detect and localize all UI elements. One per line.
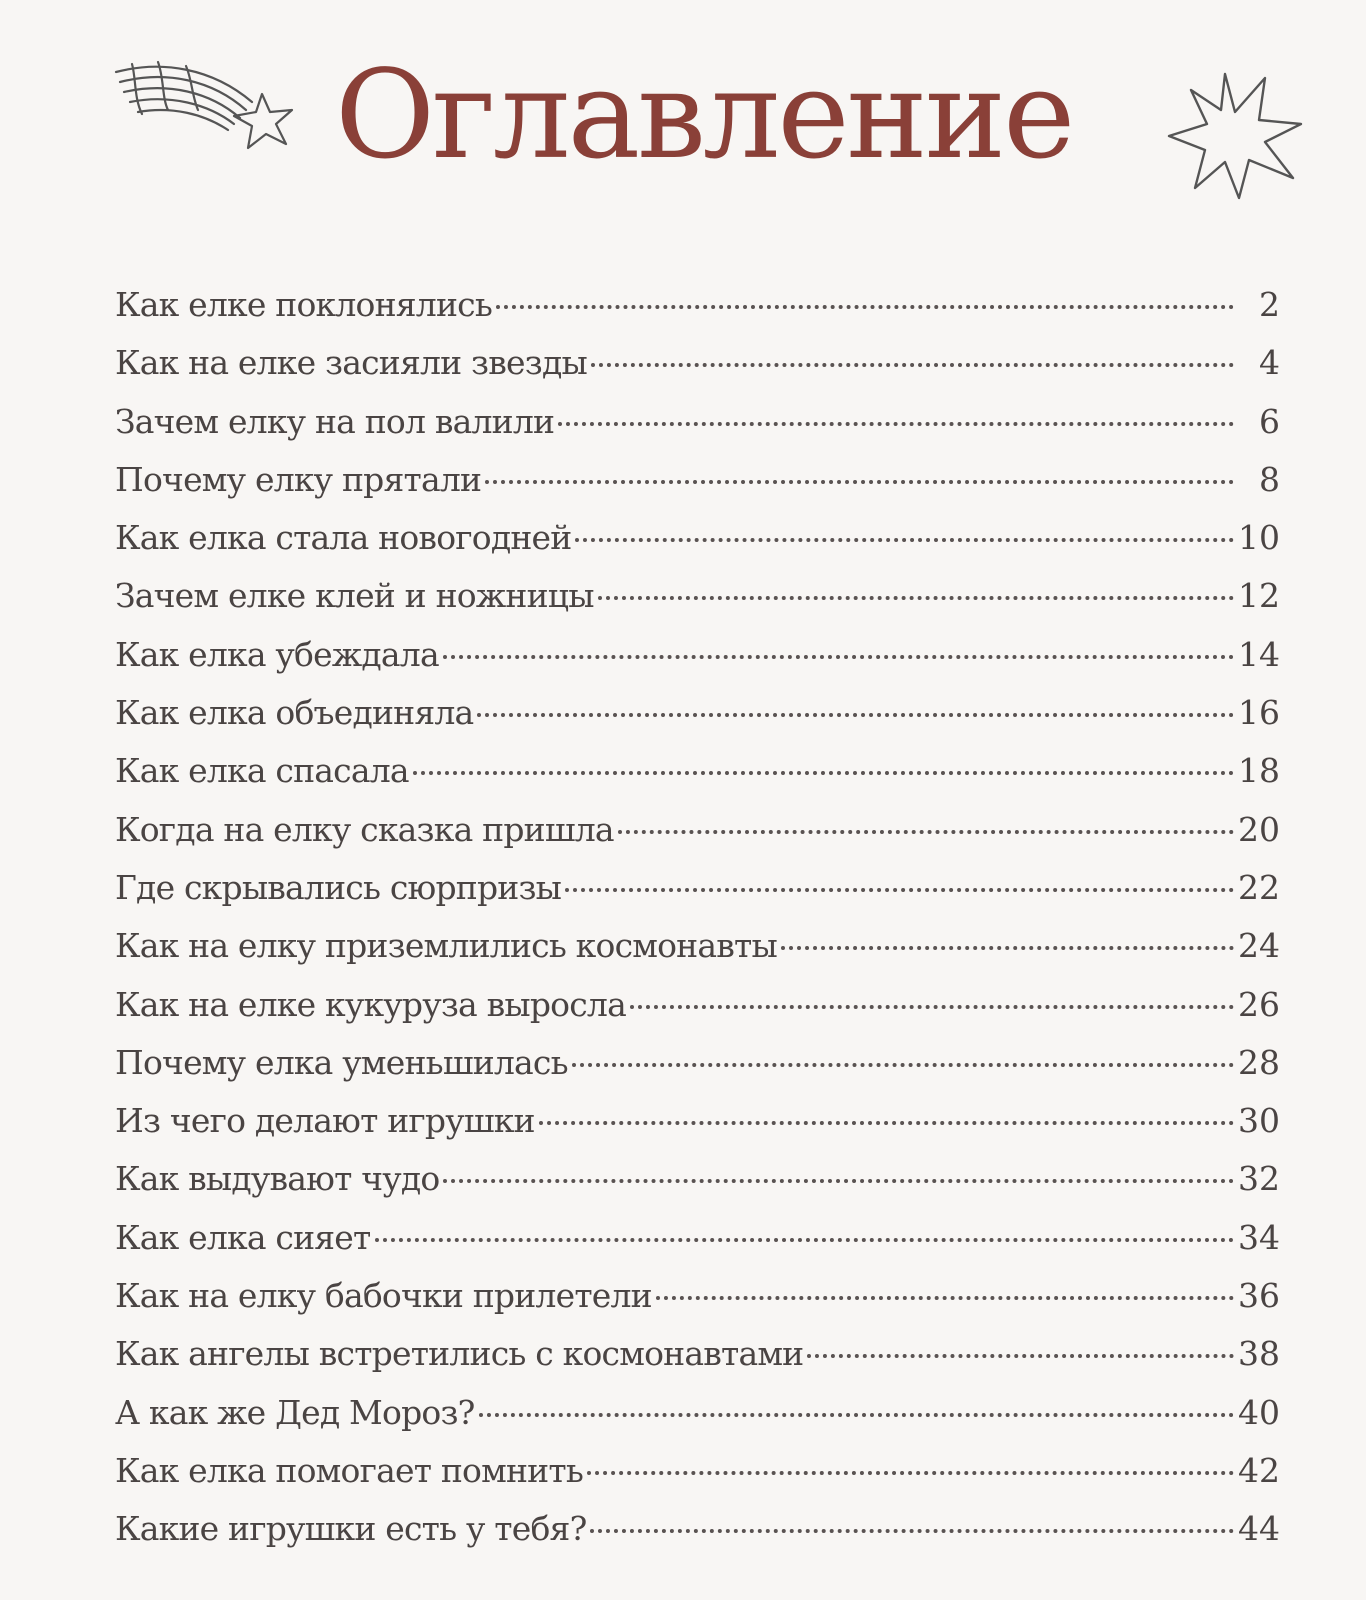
toc-entry [115,567,1280,625]
toc-entry [115,742,1280,800]
header [0,0,1366,230]
toc-entry [115,976,1280,1034]
dot-leader [375,1238,1235,1242]
dot-leader [413,771,1234,775]
dot-leader [558,422,1234,426]
dot-leader [485,480,1234,484]
toc-entry-title: Как елка убеждала [115,634,439,674]
toc-entry [115,917,1280,975]
toc-entry [115,626,1280,684]
dot-leader [807,1354,1234,1358]
toc-entry [115,1034,1280,1092]
toc-entry-page-number: 10 [1238,518,1280,558]
dot-leader [598,596,1234,600]
dot-leader [590,1529,1234,1533]
toc-entry-title: Из чего делают игрушки [115,1101,535,1141]
toc-entry [115,1267,1280,1325]
dot-leader [630,1005,1234,1009]
dot-leader [575,538,1234,542]
toc-entry-page-number: 34 [1238,1217,1280,1257]
dot-leader [572,1063,1234,1067]
toc-entry-title: Как елке поклонялись [115,285,493,324]
toc-entry [115,1384,1280,1442]
dot-leader [565,888,1234,892]
toc-entry [115,801,1280,859]
toc-entry [115,1500,1280,1558]
toc-entry [115,1325,1280,1383]
toc-entry-title: Как ангелы встретились с космонавтами [115,1334,804,1374]
toc-entry [115,1092,1280,1150]
dot-leader [496,305,1234,309]
toc-entry-title: Как елка сияет [115,1217,371,1257]
toc-entry-title: Как выдувают чудо [115,1159,440,1199]
toc-entry-title: А как же Дед Мороз? [115,1392,475,1432]
toc-entry-title: Зачем елке клей и ножницы [115,576,594,616]
toc-entry-page-number: 6 [1259,401,1280,441]
toc-entry-title: Как на елку приземлились космонавты [115,926,777,966]
toc-entry-title: Как на елке засияли звезды [115,343,587,383]
toc-entry-page-number: 2 [1259,285,1280,324]
toc-entry-page-number: 44 [1238,1509,1280,1549]
toc-entry-page-number: 24 [1238,926,1280,966]
toc-entry-page-number: 8 [1259,459,1280,499]
toc-entry-page-number: 4 [1259,343,1280,383]
toc-entry-title: Почему елку прятали [115,459,482,499]
toc-entry [115,276,1280,334]
toc-entry-page-number: 18 [1238,751,1280,791]
toc-entry-title: Зачем елку на пол валили [115,401,555,441]
toc-entry-title: Где скрывались сюрпризы [115,867,562,907]
toc-entry-page-number: 30 [1238,1101,1280,1141]
toc-entry-title: Как елка объединяла [115,693,474,733]
dot-leader [656,1296,1234,1300]
toc-entry [115,1209,1280,1267]
toc-entry-page-number: 38 [1238,1334,1280,1374]
toc-entry-page-number: 42 [1238,1450,1280,1490]
toc-entry [115,1442,1280,1500]
toc-entry-page-number: 14 [1238,634,1280,674]
dot-leader [539,1121,1234,1125]
toc-entry [115,684,1280,742]
toc-entry-page-number: 26 [1238,984,1280,1024]
toc-entry-page-number: 16 [1238,693,1280,733]
toc-entry-page-number: 32 [1238,1159,1280,1199]
toc-entry-title: Когда на елку сказка пришла [115,809,614,849]
toc-entry-title: Какие игрушки есть у тебя? [115,1509,587,1549]
toc-entry-page-number: 20 [1238,809,1280,849]
toc-entry [115,509,1280,567]
dot-leader [443,655,1234,659]
toc-entry-page-number: 12 [1238,576,1280,616]
toc-entry-title: Как на елку бабочки прилетели [115,1276,652,1316]
star-burst-icon [1165,70,1305,200]
toc-entry [115,334,1280,392]
toc-entry-title: Как на елке кукуруза выросла [115,984,626,1024]
toc-entry-page-number: 36 [1238,1276,1280,1316]
dot-leader [443,1179,1234,1183]
toc-entry [115,393,1280,451]
toc-entry-title: Почему елка уменьшилась [115,1042,568,1082]
shooting-star-icon [112,58,302,158]
dot-leader [479,1413,1234,1417]
dot-leader [591,363,1234,367]
toc-entry [115,1150,1280,1208]
dot-leader [477,713,1234,717]
toc-entry-title: Как елка стала новогодней [115,518,572,558]
dot-leader [781,946,1234,950]
toc-entry-page-number: 22 [1238,867,1280,907]
dot-leader [587,1471,1234,1475]
toc-entry-page-number: 28 [1238,1042,1280,1082]
toc-list [115,276,1280,1559]
toc-entry-title: Как елка помогает помнить [115,1450,583,1490]
toc-entry [115,451,1280,509]
toc-entry [115,859,1280,917]
toc-entry-title: Как елка спасала [115,751,409,791]
dot-leader [618,830,1234,834]
page-title: Оглавление [335,44,1073,186]
toc-entry-page-number: 40 [1238,1392,1280,1432]
